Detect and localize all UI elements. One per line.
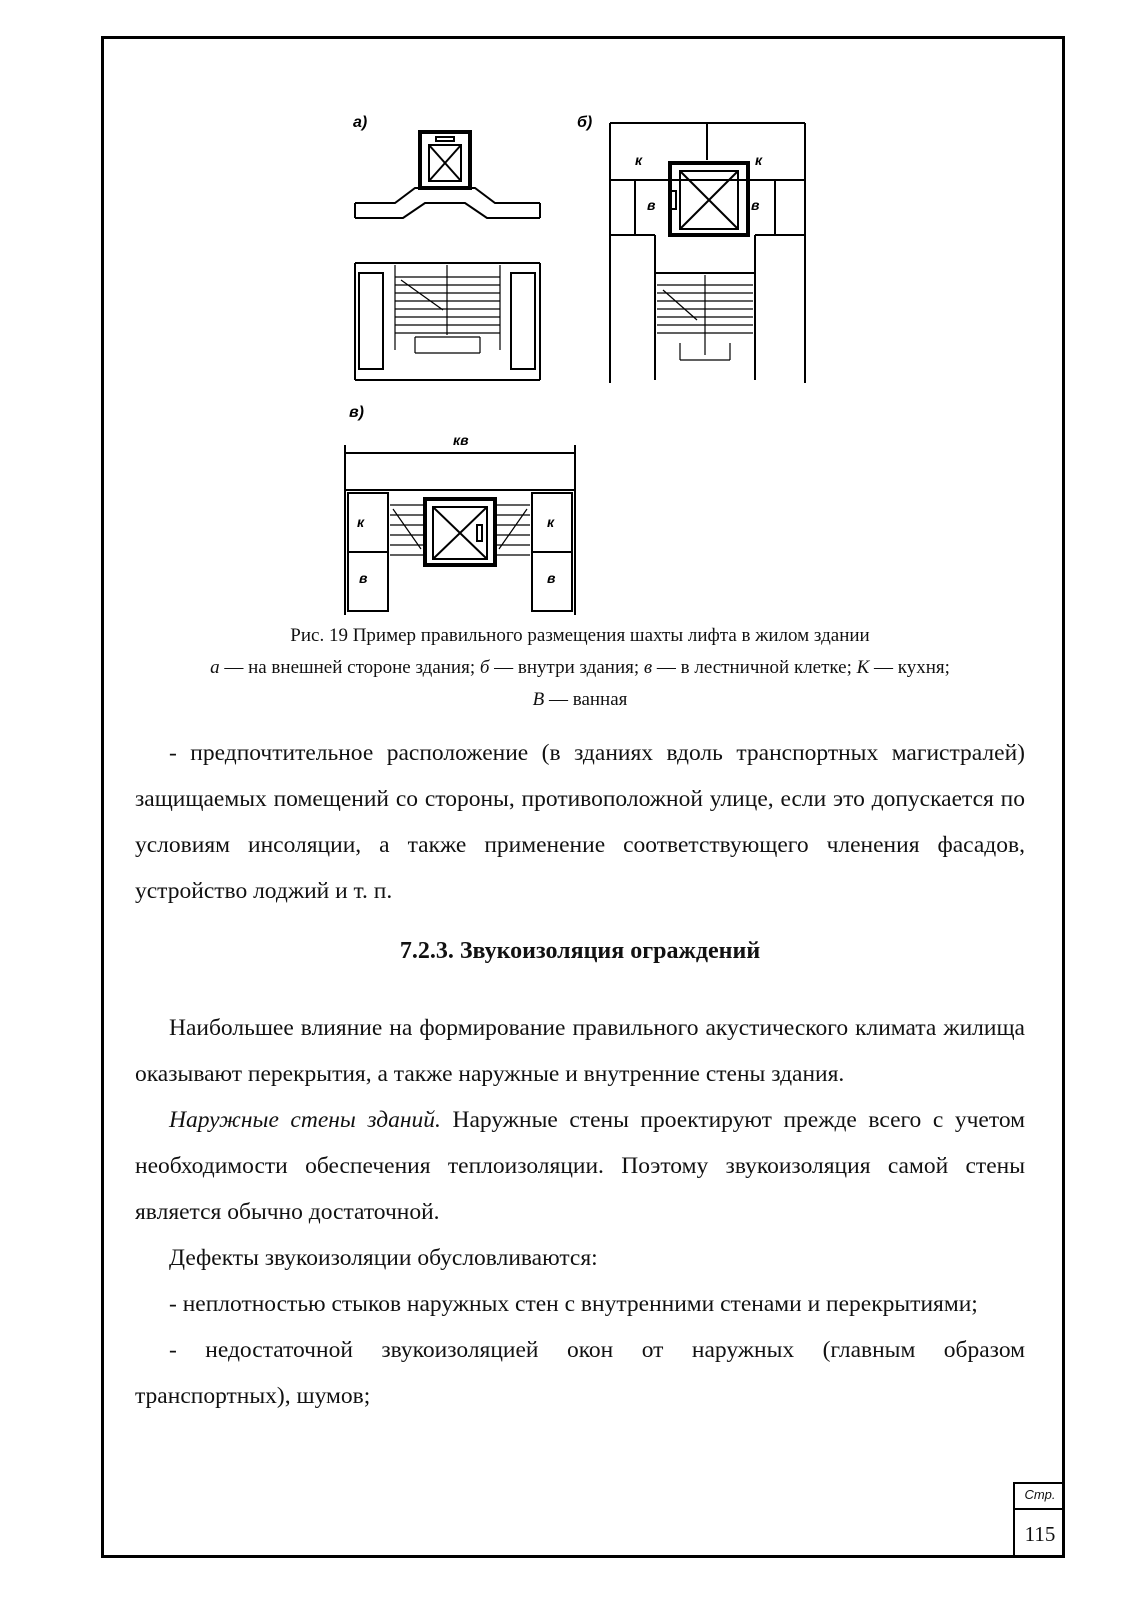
legend-text-a: — на внешней стороне здания; [219, 657, 480, 678]
paragraph: Дефекты звукоизоляции обусловливаются: [169, 1245, 598, 1271]
caption-legend-end [135, 684, 1025, 716]
legend-letter-v: в [643, 657, 653, 678]
room-k-label: к [357, 514, 365, 530]
paragraph: - предпочтительное расположение (в зданиях вдоль транспортных магистралей) защищаемых помещений со стороны, противоположной улице, если это допускается по условиям инсоляции, а также применение соответствующего членения фасадов, устройство лоджий и т. п. [135, 740, 1025, 904]
legend-letter-k: К [856, 657, 870, 678]
caption-title: Рис. 19 Пример правильного размещения шахты лифта в жилом здании [290, 625, 870, 646]
paragraph-body: Наружные стены проектируют прежде всего с учетом необходимости обеспечения теплоизоляции. Поэтому звукоизоляция самой стены является обычно достаточной. [135, 1107, 1025, 1225]
page-number: 115 [1024, 1522, 1056, 1546]
legend-text-b: — внутри здания; [489, 657, 644, 678]
text-block-1 [135, 730, 1025, 914]
page-stamp [1013, 1482, 1065, 1558]
room-b-label: в [359, 570, 368, 586]
caption-legend [135, 652, 1025, 684]
figure-caption [135, 620, 1025, 716]
room-b-label: в [547, 570, 556, 586]
fig-label-v: в) [349, 404, 364, 421]
room-k-label: к [755, 152, 763, 168]
paragraph: Наибольшее влияние на формирование правильного акустического климата жилища оказывают перекрытия, а также наружные и внутренние стены здания. [135, 1015, 1025, 1087]
section-heading: 7.2.3. Звукоизоляция ограждений [399, 938, 761, 964]
legend-text-k: — кухня; [869, 657, 950, 678]
fig-label-b: б) [577, 114, 593, 131]
paragraph-lead: Наружные стены зданий. [169, 1107, 441, 1133]
apartment-label: кв [453, 432, 469, 448]
fig-label-a: а) [353, 114, 368, 131]
room-b-label: в [647, 197, 656, 213]
legend-letter-a: а [210, 657, 220, 678]
paragraph [135, 1097, 1025, 1235]
page-stamp-label: Стр. [1015, 1484, 1065, 1510]
elevator-shaft-figure [335, 105, 825, 620]
room-b-label: в [751, 197, 760, 213]
legend-text-v: — в лестничной клетке; [652, 657, 857, 678]
plan-v [345, 445, 575, 615]
legend-letter-b: б [479, 657, 490, 678]
plan-b [610, 123, 805, 383]
paragraph: - неплотностью стыков наружных стен с внутренними стенами и перекрытиями; [169, 1291, 978, 1317]
legend-text-bb: — ванная [544, 689, 628, 710]
paragraph: - недостаточной звукоизоляцией окон от наружных (главным образом транспортных), шумов; [135, 1337, 1025, 1409]
room-k-label: к [635, 152, 643, 168]
plan-a [355, 132, 540, 380]
room-k-label: к [547, 514, 555, 530]
legend-letter-bb: В [532, 689, 545, 710]
text-block-2 [135, 1005, 1025, 1419]
